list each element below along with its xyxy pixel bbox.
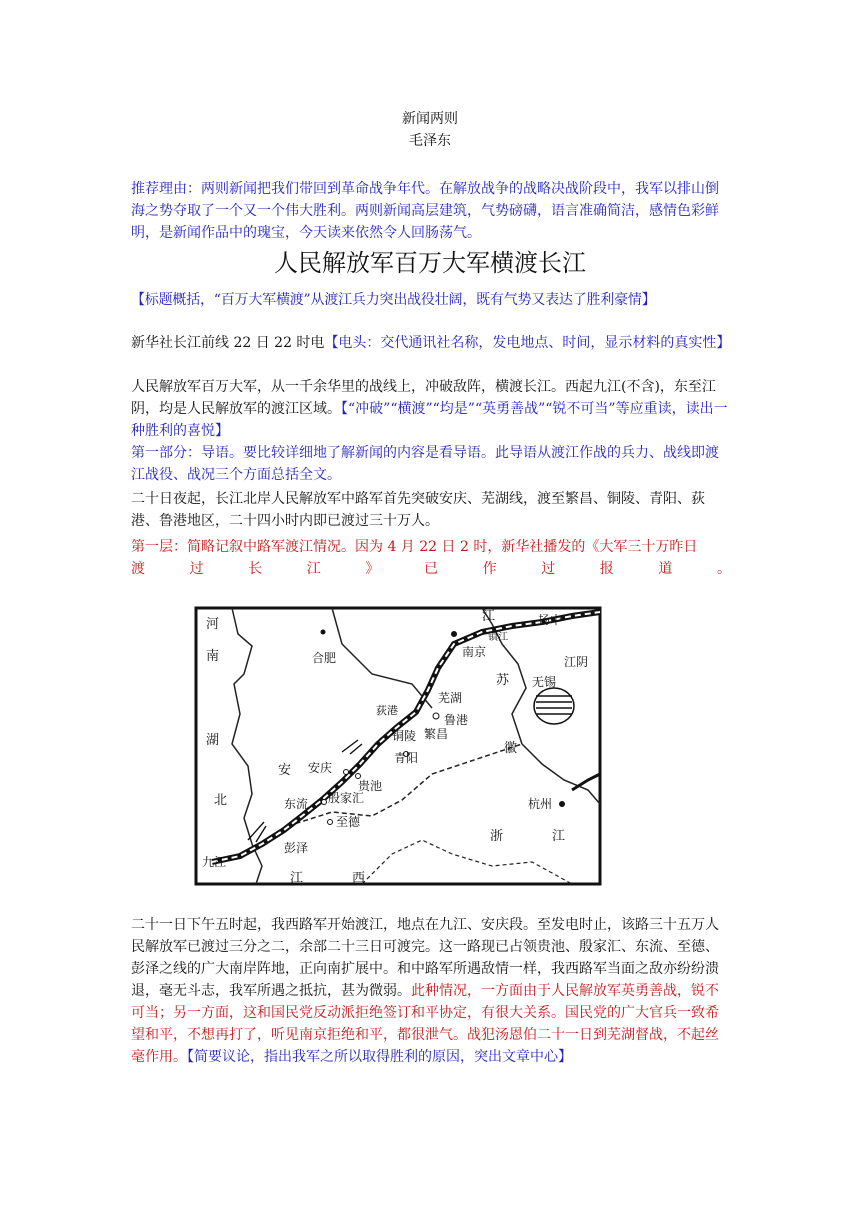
author-name: 毛泽东	[409, 133, 451, 149]
dateline: 新华社长江前线 22 日 22 时电	[131, 335, 325, 351]
crossing-map	[192, 604, 604, 888]
map-label-fanchang: 繁昌	[424, 727, 449, 741]
map-label-pengze: 彭泽	[284, 841, 309, 855]
layer1-note	[131, 536, 731, 580]
map-label-yangzhong: 扬中	[538, 613, 563, 627]
map-label-qingyang: 青阳	[394, 751, 419, 765]
map-label-jiangyin: 江阴	[564, 655, 589, 669]
map-label-nanjing: 南京	[462, 645, 487, 659]
map-label-hu: 湖	[206, 733, 220, 748]
lead-text: 人民解放军百万大军，从一千余华里的战线上，冲破敌阵，横渡长江。西起九江(不含)，东至江阴，均是人民解放军的渡江区域。	[131, 379, 716, 417]
dateline-note: 【电头：交代通讯社名称，发电地点、时间，显示材料的真实性】	[324, 335, 731, 351]
wuhu-dot	[433, 713, 439, 719]
nanjing-dot	[451, 631, 457, 637]
dateline-paragraph	[131, 332, 731, 354]
west-route-text: 二十一日下午五时起，我西路军开始渡江，地点在九江、安庆段。至发电时止，该路三十五万人民解放军已渡过三分之二，余部二十三日可渡完。这一路现已占领贵池、殷家汇、东流、至德、彭泽之线的广大南岸阵地，正向南扩展中。和中路军所遇敌情一样，我西路军当面之敌亦纷纷溃退，毫无斗志，我军所遇之抵抗，甚为微弱。	[131, 917, 719, 999]
west-route-paragraph	[131, 914, 731, 1068]
map-label-wuhu: 芜湖	[438, 691, 463, 705]
news-headline: 人民解放军百万大军横渡长江	[274, 249, 586, 277]
recommendation-text: 推荐理由：两则新闻把我们带回到革命战争年代。在解放战争的战略决战阶段中，我军以排山倒海之势夺取了一个又一个伟大胜利。两则新闻高层建筑，气势磅礴，语言准确简洁，感情色彩鲜明，是新闻作品中的瑰宝，今天读来依然令人回肠荡气。	[131, 181, 719, 241]
lead-note: 【“冲破”“横渡”“均是”“英勇善战”“锐不可当”等应重读，读出一种胜利的喜悦】	[131, 401, 728, 439]
map-label-tongling: 铜陵	[392, 729, 417, 743]
hefei-dot	[321, 630, 326, 635]
map-label-digang: 荻港	[376, 704, 398, 717]
west-route-commentary: 此种情况，一方面由于人民解放军英勇善战，锐不可当；另一方面，这和国民党反动派拒绝签订和平协定，有很大关系。国民党的广大官兵一致希望和平，不想再打了，听见南京拒绝和平，都很泄气。战犯汤恩伯二十一日到芜湖督战，不起丝毫作用。	[131, 983, 719, 1065]
map-label-hui: 徽	[504, 741, 518, 756]
map-label-zhide: 至德	[336, 815, 361, 829]
map-label-nan: 南	[206, 649, 220, 664]
yinjiahui-dot	[322, 800, 327, 805]
map-label-jiang-south: 江	[290, 871, 304, 886]
layer1-note-line2: 渡过长江》已作过报道。	[131, 561, 731, 577]
map-label-bei: 北	[214, 793, 228, 808]
map-label-zhe: 浙	[490, 829, 504, 844]
anqing-dot	[344, 770, 349, 775]
map-label-guichi: 贵池	[358, 779, 383, 793]
map-label-yinjiahui: 殷家汇	[328, 791, 365, 805]
map-label-zhenjiang: 镇江	[488, 632, 508, 643]
west-route-note: 【简要议论，指出我军之所以取得胜利的原因，突出文章中心】	[187, 1049, 572, 1065]
map-label-anqing: 安庆	[308, 761, 333, 775]
article-title: 新闻两则	[402, 111, 458, 127]
lead-paragraph	[131, 376, 731, 442]
map-label-dongliu: 东流	[284, 797, 309, 811]
hangzhou-dot	[559, 801, 565, 807]
map-label-hangzhou: 杭州	[528, 797, 553, 811]
zhide-dot	[328, 820, 333, 825]
middle-route-paragraph: 二十日夜起，长江北岸人民解放军中路军首先突破安庆、芜湖线，渡至繁昌、铜陵、青阳、荻港、鲁港地区，二十四小时内即已渡过三十万人。	[131, 491, 705, 529]
map-label-hefei: 合肥	[312, 651, 337, 665]
map-label-wuxi: 无锡	[532, 675, 557, 689]
map-label-su: 苏	[496, 673, 510, 688]
map-label-an: 安	[278, 763, 292, 778]
map-label-jiujiang: 九江	[202, 855, 227, 869]
guichi-dot	[356, 774, 361, 779]
taihu-lake	[534, 688, 574, 724]
map-label-jiang-north: 江	[482, 609, 496, 624]
part1-note: 第一部分：导语。要比较详细地了解新闻的内容是看导语。此导语从渡江作战的兵力、战线即渡江战役、战况三个方面总括全文。	[131, 445, 719, 483]
map-label-lugang: 鲁港	[444, 713, 469, 727]
map-label-jiang-east: 江	[552, 829, 566, 844]
map-label-xi: 西	[352, 871, 366, 886]
map-label-he: 河	[206, 617, 220, 632]
layer1-note-line1: 第一层：简略记叙中路军渡江情况。因为 4 月 22 日 2 时，新华社播发的《大军三十万昨日	[131, 539, 698, 555]
headline-note: 【标题概括，“百万大军横渡”从渡江兵力突出战役壮阔，既有气势又表达了胜利豪情】	[131, 292, 656, 308]
map-frame	[196, 608, 600, 884]
